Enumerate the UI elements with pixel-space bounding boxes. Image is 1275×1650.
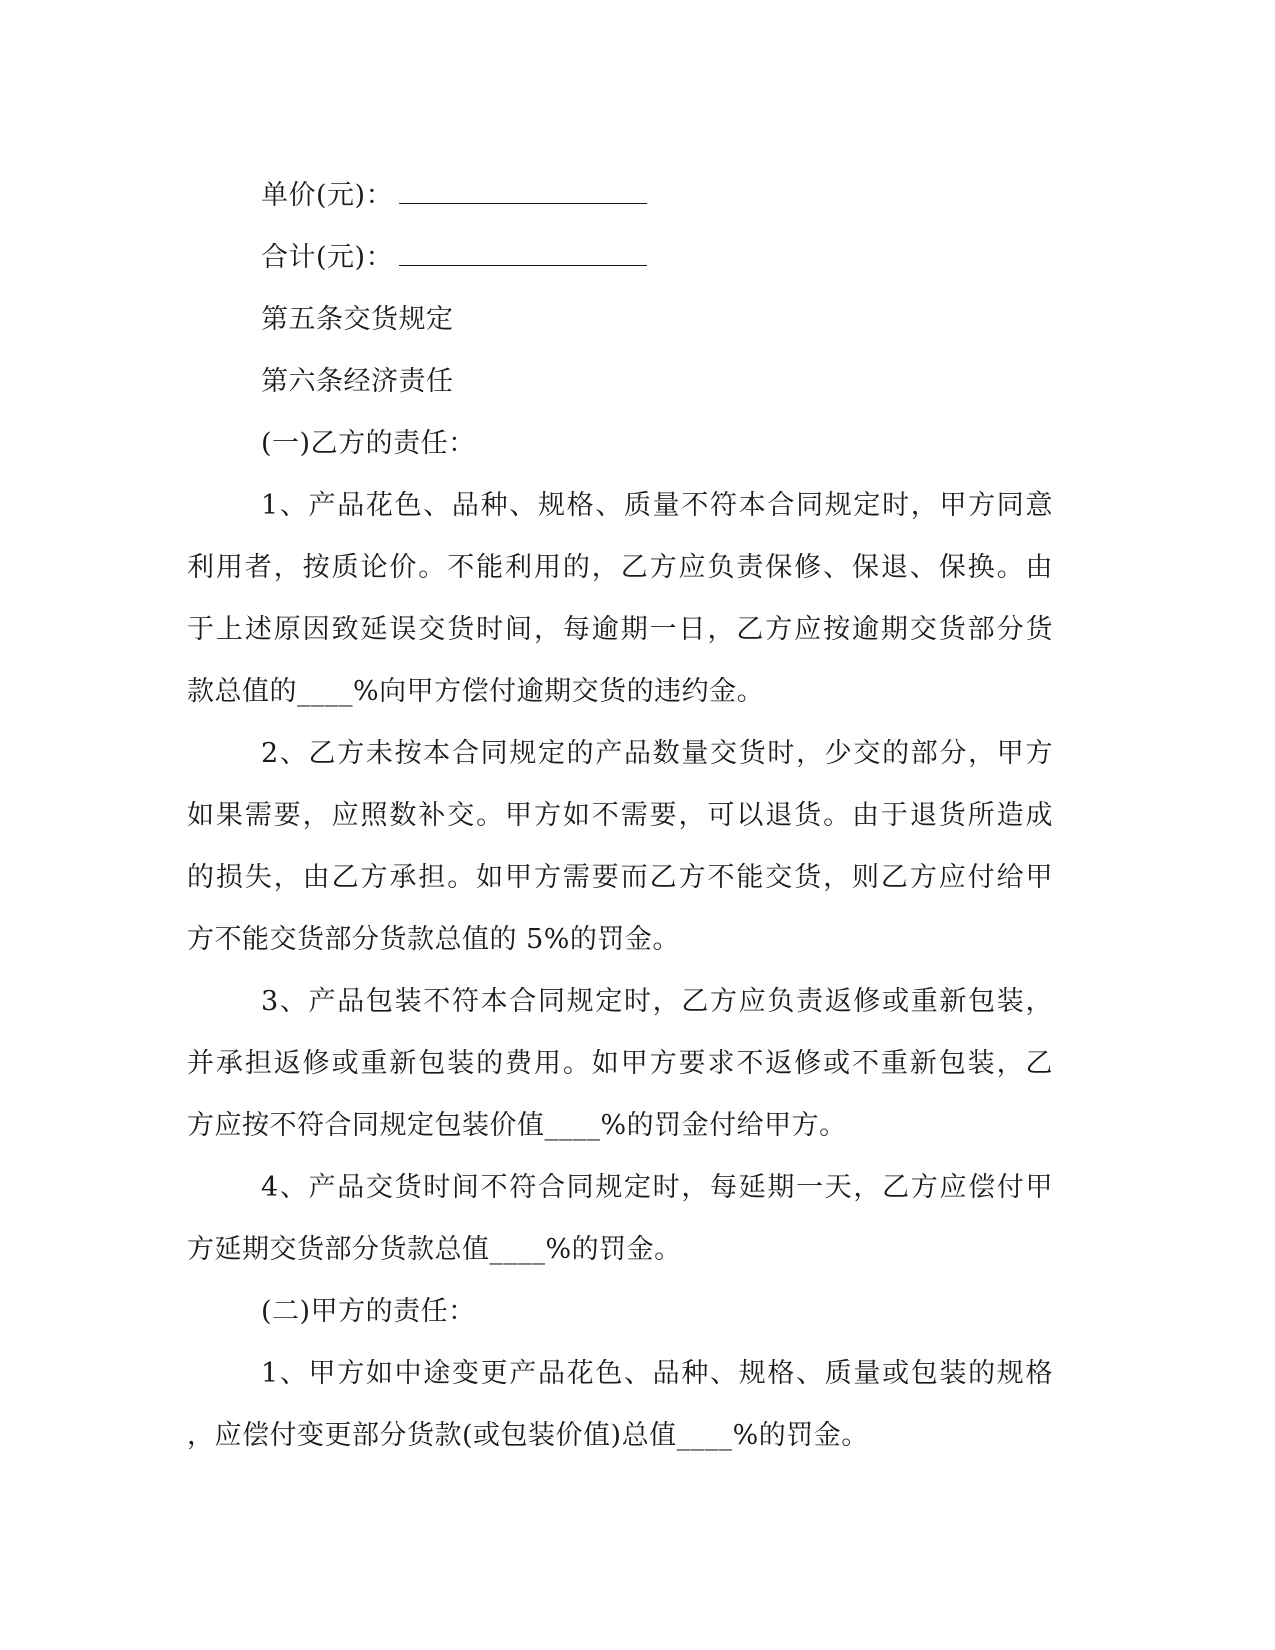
total-blank bbox=[399, 243, 647, 266]
text-line: 方应按不符合同规定包装价值____%的罚金付给甲方。 bbox=[187, 1110, 847, 1141]
text-line: 的损失，由乙方承担。如甲方需要而乙方不能交货，则乙方应付给甲 bbox=[187, 862, 1053, 893]
unit-price-field bbox=[187, 165, 1053, 227]
unit-price-label: 单价(元)： bbox=[261, 180, 394, 211]
text-line: 1、甲方如中途变更产品花色、品种、规格、质量或包装的规格 bbox=[261, 1358, 1053, 1389]
text-line: ，应偿付变更部分货款(或包装价值)总值____%的罚金。 bbox=[187, 1420, 869, 1451]
total-field bbox=[187, 227, 1053, 289]
article-5-heading: 第五条交货规定 bbox=[261, 304, 454, 335]
text-line: 方不能交货部分货款总值的 5%的罚金。 bbox=[187, 924, 680, 955]
clause-1-3 bbox=[187, 971, 1053, 1157]
text-line: 利用者，按质论价。不能利用的，乙方应负责保修、保退、保换。由 bbox=[187, 552, 1053, 583]
clause-1-2 bbox=[187, 723, 1053, 971]
clause-2-1 bbox=[187, 1343, 1053, 1467]
text-line: 2、乙方未按本合同规定的产品数量交货时，少交的部分，甲方 bbox=[261, 738, 1053, 769]
article-6-heading: 第六条经济责任 bbox=[261, 366, 454, 397]
unit-price-blank bbox=[399, 181, 647, 204]
text-line: 3、产品包装不符本合同规定时，乙方应负责返修或重新包装， bbox=[261, 986, 1053, 1017]
clause-1-4 bbox=[187, 1157, 1053, 1281]
section-1-heading: (一)乙方的责任： bbox=[261, 428, 476, 459]
document-body bbox=[187, 165, 1053, 1467]
text-line: 如果需要，应照数补交。甲方如不需要，可以退货。由于退货所造成 bbox=[187, 800, 1053, 831]
text-line: 于上述原因致延误交货时间，每逾期一日，乙方应按逾期交货部分货 bbox=[187, 614, 1053, 645]
text-line: 1、产品花色、品种、规格、质量不符本合同规定时，甲方同意 bbox=[261, 490, 1053, 521]
total-label: 合计(元)： bbox=[261, 242, 394, 273]
text-line: 款总值的____%向甲方偿付逾期交货的违约金。 bbox=[187, 676, 765, 707]
section-2-heading: (二)甲方的责任： bbox=[261, 1296, 476, 1327]
clause-1-1 bbox=[187, 475, 1053, 723]
text-line: 并承担返修或重新包装的费用。如甲方要求不返修或不重新包装，乙 bbox=[187, 1048, 1053, 1079]
text-line: 4、产品交货时间不符合同规定时，每延期一天，乙方应偿付甲 bbox=[261, 1172, 1053, 1203]
text-line: 方延期交货部分货款总值____%的罚金。 bbox=[187, 1234, 682, 1265]
